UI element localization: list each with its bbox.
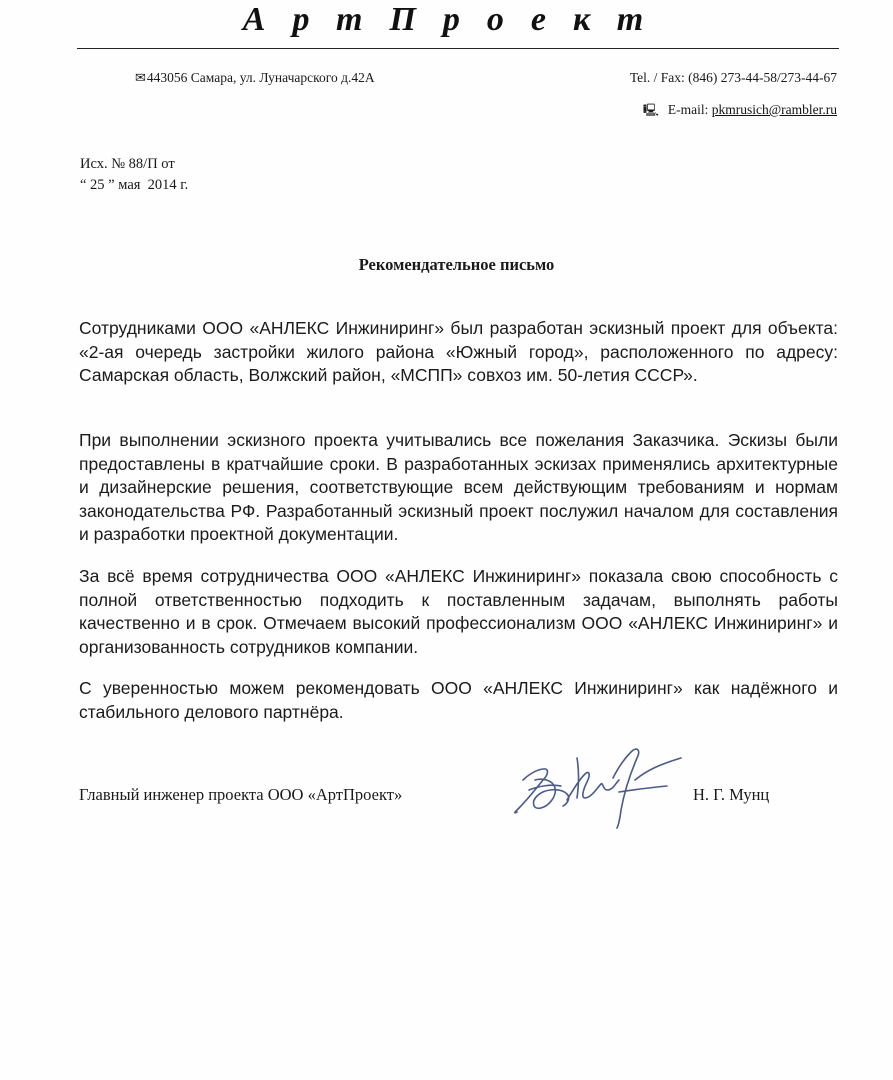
outgoing-reference xyxy=(80,154,188,196)
body-paragraph-1: Сотрудниками ООО «АНЛЕКС Инжиниринг» был разработан эскизный проект для объекта: «2-ая очередь застройки жилого района «Южный город», расположенного по адресу: Самарская область, Волжский район, «МСПП» совхоз им. 50-летия СССР». xyxy=(79,318,838,385)
reference-number: Исх. № 88/П от xyxy=(80,156,175,172)
handwritten-signature xyxy=(505,740,685,830)
body-paragraph-3: За всё время сотрудничества ООО «АНЛЕКС Инжиниринг» показала свою способность с полной ответственностью подходить к поставленным задачам, выполнять работы качественно и в срок. Отмечаем высокий профессионализм ООО «АНЛЕКС Инжиниринг» и организованность сотрудников компании. xyxy=(79,566,838,657)
body-paragraph-4: С уверенностью можем рекомендовать ООО «АНЛЕКС Инжиниринг» как надёжного и стабильного делового партнёра. xyxy=(79,678,838,722)
signatory-name: Н. Г. Мунц xyxy=(693,785,770,804)
envelope-icon: ✉ xyxy=(135,71,146,86)
body-paragraph-2: При выполнении эскизного проекта учитывались все пожелания Заказчика. Эскизы были предоставлены в кратчайшие сроки. В разработанных эскизах применялись архитектурные и дизайнерские решения, соответствующие всем действующим требованиям и нормам законодательства РФ. Разработанный эскизный проект послужил началом для составления и разработки проектной документации. xyxy=(79,430,838,544)
header-divider xyxy=(77,48,839,49)
address-text: 443056 Самара, ул. Луначарского д.42А xyxy=(146,70,375,85)
email-label: E-mail: xyxy=(667,102,712,117)
company-address xyxy=(135,69,375,88)
company-phone: Tel. / Fax: (846) 273-44-58/273-44-67 xyxy=(629,70,837,85)
letter-title: Рекомендательное письмо xyxy=(358,255,555,274)
email-link[interactable]: pkmrusich@rambler.ru xyxy=(711,102,837,117)
computer-icon: 🖳 xyxy=(642,103,659,117)
reference-date: “ 25 ” мая 2014 г. xyxy=(80,177,189,193)
company-email xyxy=(643,101,837,119)
company-logo: АртПроект xyxy=(242,1,671,38)
signatory-position: Главный инженер проекта ООО «АртПроект» xyxy=(79,785,403,804)
